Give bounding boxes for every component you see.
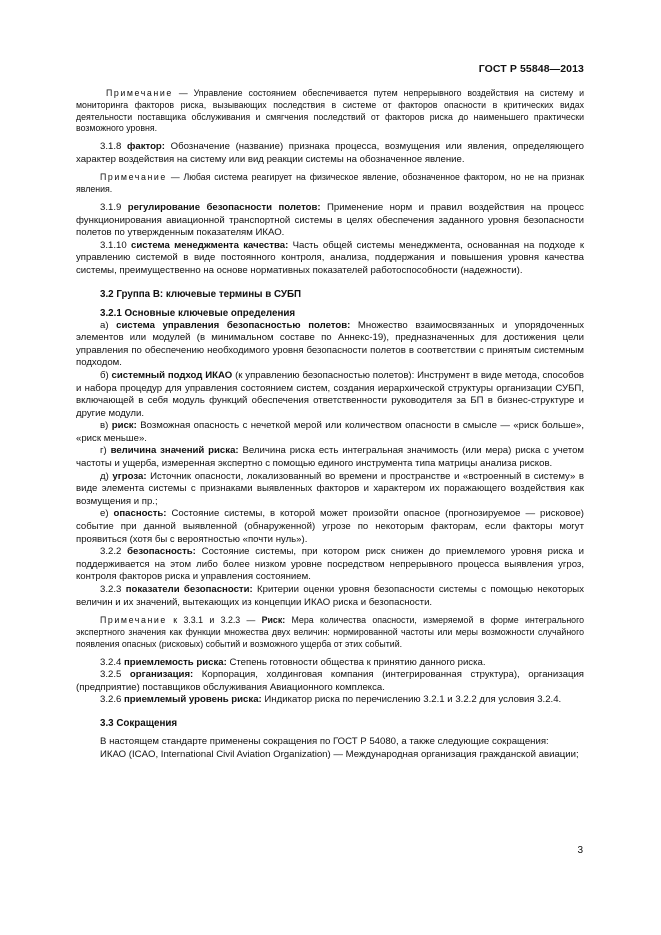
term-paragraph bbox=[76, 370, 584, 420]
term-definition: Степень готовности общества к принятию данного риска. bbox=[226, 656, 486, 668]
term-name: приемлемый уровень риска: bbox=[124, 694, 262, 706]
note-text: Мера количества опасности, измеряемой в форме интегрального экспертного значения как функции множества двух величин: нормированной частоты или меры возможности случайного появления опасных (рисковых) событий и возможного ущерба от этих событий. bbox=[76, 615, 584, 649]
term-definition: (к управлению безопасностью полетов): Инструмент в виде метода, способов и набора процедур для управления состоянием систем, создания иерархической структуры организации СУБП, включающей в себя модуль функций обеспечения ответственности руководителя за БП в бизнес-структуре и другие модули. bbox=[76, 369, 585, 419]
plain-paragraph: ИКАО (ICAO, International Civil Aviation Organization) — Международная организация гражданской авиации; bbox=[100, 748, 579, 760]
term-name: риск: bbox=[111, 420, 137, 432]
term-number: г) bbox=[100, 445, 107, 457]
term-definition: Индикатор риска по перечислению 3.2.1 и 3.2.2 для условия 3.2.4. bbox=[261, 694, 562, 706]
term-name: опасность: bbox=[113, 508, 167, 520]
note-paragraph bbox=[76, 172, 584, 196]
term-definition: Часть общей системы менеджмента, основанная на подходе к управлению системой в виде постоянного контроля, анализа, поддержания и повышения уровня качества системы, преимущественно на основе нормативных показателей работоспособности (надежности). bbox=[76, 239, 585, 276]
term-number: 3.2.6 bbox=[100, 694, 122, 706]
plain-paragraph: В настоящем стандарте применены сокращения по ГОСТ Р 54080, а также следующие сокращения: bbox=[100, 735, 549, 747]
term-paragraph bbox=[76, 669, 584, 694]
term-number: е) bbox=[100, 508, 109, 520]
term-name: система менеджмента качества: bbox=[131, 239, 289, 251]
note-term: Риск: bbox=[261, 615, 286, 626]
term-paragraph bbox=[76, 546, 584, 584]
term-name: угроза: bbox=[112, 470, 147, 482]
term-definition: Обозначение (название) признака процесса, возмущения или явления, определяющего характер воздействия на систему или вид реакции системы на обозначенное явление. bbox=[76, 141, 585, 165]
term-number: 3.1.8 bbox=[100, 141, 122, 153]
document-body bbox=[76, 88, 584, 761]
term-paragraph bbox=[76, 508, 584, 546]
term-name: регулирование безопасности полетов: bbox=[127, 201, 321, 213]
term-paragraph bbox=[76, 202, 584, 240]
term-definition: Возможная опасность с нечеткой мерой или количеством опасности в смысле — «риск больше», «риск меньше». bbox=[76, 420, 584, 444]
term-number: в) bbox=[100, 420, 109, 432]
term-definition: Применение норм и правил воздействия на процесс функционирования авиационной транспортной системы в целях обеспечения заданного уровня безопасности полетов по утвержденным показателям ИКАО. bbox=[76, 201, 584, 239]
term-paragraph bbox=[76, 320, 584, 370]
section-heading: 3.2 Группа В: ключевые термины в СУБП bbox=[100, 288, 302, 300]
term-number: б) bbox=[100, 369, 109, 381]
term-name: системный подход ИКАО bbox=[111, 369, 233, 381]
term-number: 3.1.9 bbox=[100, 201, 122, 213]
term-number: 3.1.10 bbox=[100, 239, 127, 251]
term-definition: Величина риска есть интегральная значимость (или мера) риска с учетом частоты и ущерба, измеренная экспертно с помощью единого инструмента типа матрицы анализа рисков. bbox=[76, 445, 584, 470]
term-name: организация: bbox=[129, 669, 194, 681]
term-paragraph bbox=[76, 420, 584, 445]
term-paragraph bbox=[76, 141, 584, 166]
term-number: 3.2.5 bbox=[100, 669, 122, 681]
term-paragraph bbox=[76, 240, 584, 278]
term-number: д) bbox=[100, 470, 109, 482]
term-definition: Множество взаимосвязанных и упорядоченных элементов или модулей (в минимальном составе по Аннекс-19), предназначенных для достижения цели управления по обеспечению необходимого уровня безопасности полетов в соответствии с принятым системным подходом. bbox=[76, 319, 585, 369]
note-reference: к 3.3.1 и 3.2.3 — bbox=[166, 615, 262, 626]
term-number: 3.2.2 bbox=[100, 546, 122, 558]
subsection-heading: 3.2.1 Основные ключевые определения bbox=[100, 307, 296, 319]
term-name: фактор: bbox=[126, 141, 165, 153]
term-paragraph bbox=[76, 445, 584, 470]
note-text: — Любая система реагирует на физическое явление, обозначенное фактором, но не на признак явления. bbox=[76, 172, 584, 195]
page-number: 3 bbox=[577, 845, 583, 856]
term-definition: Состояние системы, в которой может произойти опасное (прогнозируемое — рисковое) событие при данной выявленной (обнаруженной) угрозе по некоторым факторам, если факторы могут проявиться (хотя бы с вероятностью «почти нуль»). bbox=[76, 508, 584, 545]
term-name: величина значений риска: bbox=[110, 445, 239, 457]
term-paragraph bbox=[76, 657, 584, 670]
term-name: приемлемость риска: bbox=[124, 656, 227, 668]
section-heading: 3.3 Сокращения bbox=[100, 717, 178, 729]
term-number: а) bbox=[100, 319, 109, 331]
term-definition: Источник опасности, локализованный во времени и пространстве и «встроенный в систему» в виде элемента системы с признаками выявленных факторов и характером их поражающего воздействия как возмущения и пр.; bbox=[76, 470, 584, 507]
term-definition: Корпорация, холдинговая компания (интегрированная структура), организация (предприятие) поставщиков обслуживания Авиационного комплекса. bbox=[76, 669, 584, 693]
term-definition: Состояние системы, при котором риск снижен до приемлемого уровня риска и поддерживается на этом либо более низком уровне посредством непрерывного процесса выявления угроз, контроля факторов риска и управления состоянием. bbox=[76, 546, 584, 583]
term-name: безопасность: bbox=[127, 546, 196, 558]
note-paragraph bbox=[76, 88, 584, 135]
term-paragraph bbox=[76, 584, 584, 609]
term-paragraph bbox=[76, 694, 584, 707]
term-paragraph bbox=[76, 471, 584, 509]
note-label: Примечание bbox=[105, 88, 173, 98]
term-number: 3.2.4 bbox=[100, 656, 122, 668]
term-number: 3.2.3 bbox=[100, 584, 122, 595]
term-definition: Критерии оценки уровня безопасности системы с помощью некоторых величин и их значений, вытекающих из концепции ИКАО риска и безопасности. bbox=[76, 584, 584, 608]
term-name: система управления безопасностью полетов: bbox=[116, 319, 351, 331]
note-label: Примечание bbox=[100, 615, 167, 626]
term-name: показатели безопасности: bbox=[125, 584, 253, 595]
note-label: Примечание bbox=[100, 172, 167, 183]
note-paragraph bbox=[76, 615, 584, 650]
note-text: — Управление состоянием обеспечивается путем непрерывного воздействия на систему и мониторинга факторов риска, вызывающих последствия в системе от факторов опасности в критических видах деятельности поставщика обслуживания и смягчения последствий от факторов риска до наименьшего практически возможного уровня. bbox=[76, 88, 584, 134]
document-header: ГОСТ Р 55848—2013 bbox=[478, 63, 584, 75]
